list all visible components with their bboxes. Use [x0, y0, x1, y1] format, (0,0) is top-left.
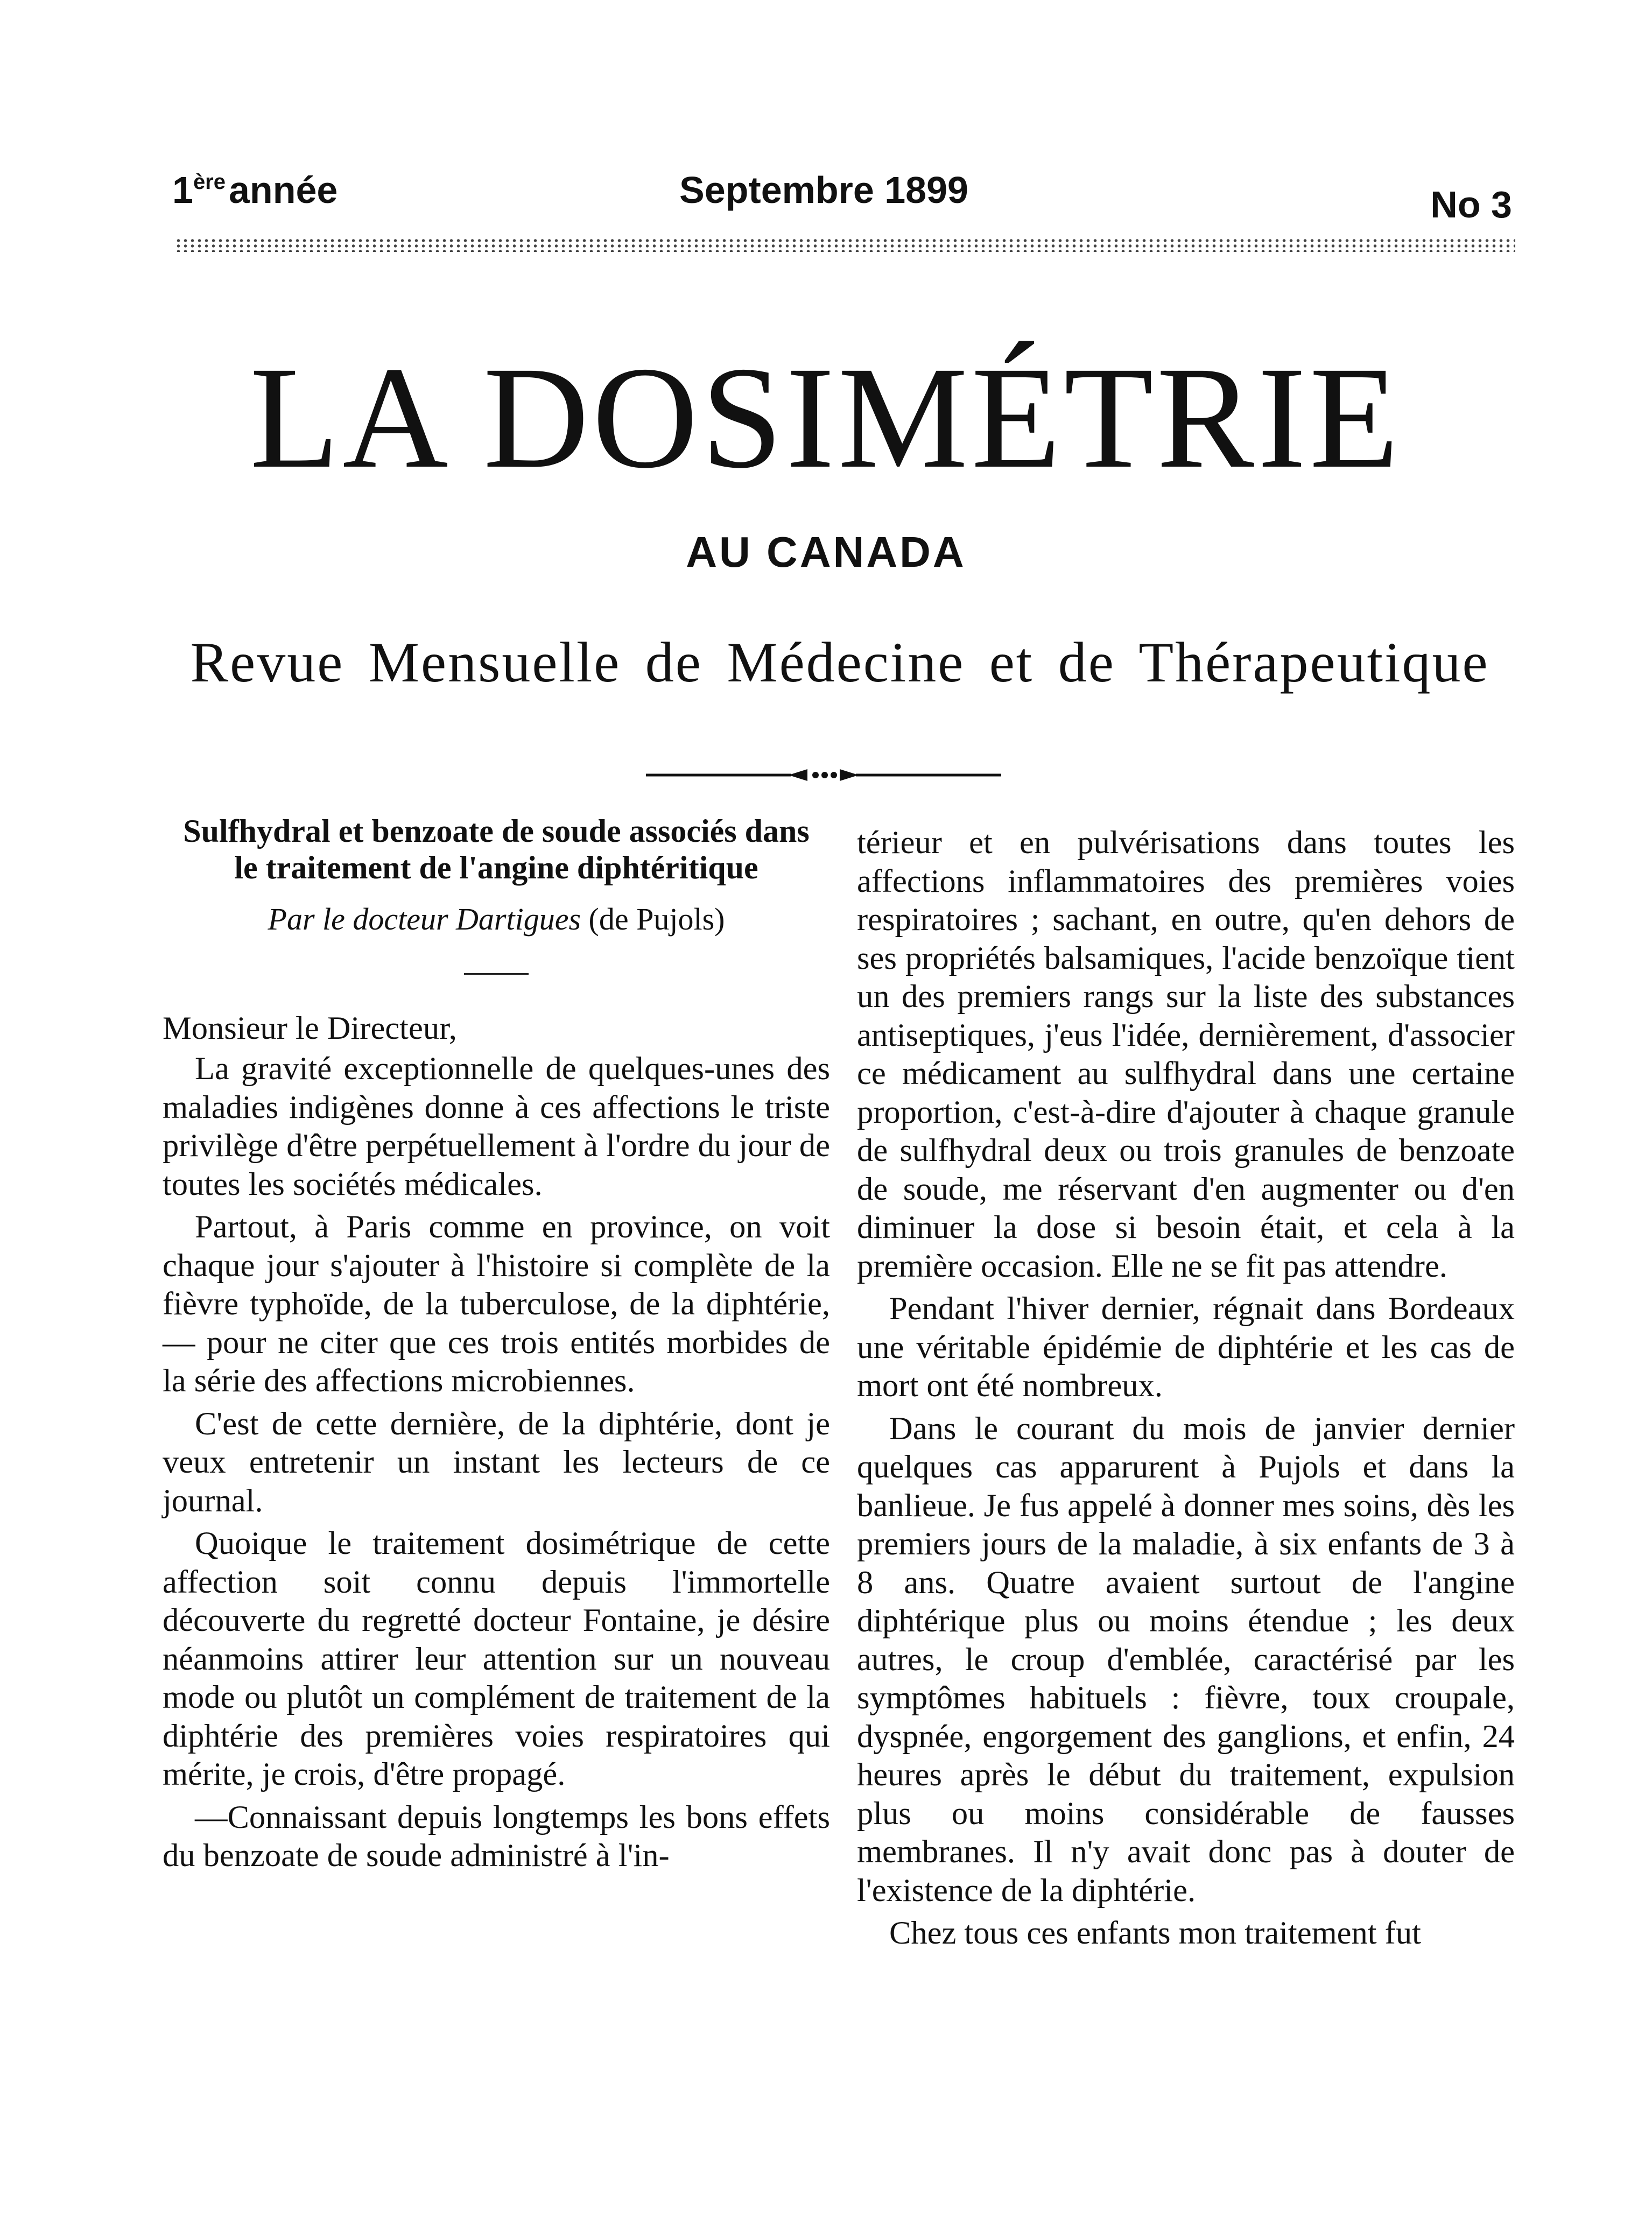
article-column-left	[163, 813, 830, 1875]
paragraph: Dans le courant du mois de janvier dernier quelques cas apparurent à Pujols et dans la banlieue. Je fus appelé à donner mes soins, dès les premiers jours de la maladie, à six enfants de 3 à 8 ans. Quatre avaient surtout de l'angine diphtérique plus ou moins étendue ; les deux autres, le croup d'emblée, caractérisé par les symptômes habituels : fièvre, toux croupale, dyspnée, engorgement des ganglions, et enfin, 24 heures après le début du traitement, expulsion plus ou moins considérable de fausses membranes. Il n'y avait donc pas à douter de l'existence de la diphtérie.	[857, 1410, 1515, 1909]
ornament-divider	[646, 762, 1001, 789]
article-title: Sulfhydral et benzoate de soude associés dans le traitement de l'angine diphtéritique	[183, 813, 810, 885]
masthead-tagline: Revue Mensuelle de Médecine et de Thérapeutique	[190, 631, 1489, 694]
paragraph: La gravité exceptionnelle de quelques-unes des maladies indigènes donne à ces affections le triste privilège d'être perpétuellement à l'ordre du jour de toutes les sociétés médicales.	[163, 1051, 830, 1202]
article-byline	[163, 900, 830, 939]
issue-number: No 3	[1430, 184, 1512, 226]
paragraph: C'est de cette dernière, de la diphtérie, dont je veux entretenir un instant les lecteurs de ce journal.	[163, 1405, 830, 1519]
masthead-subtitle: AU CANADA	[686, 528, 966, 576]
paragraph: Quoique le traitement dosimétrique de cette affection soit connu depuis l'immortelle découverte du regretté docteur Fontaine, je désire néanmoins attirer leur attention sur un nouveau mode ou plutôt un complément de traitement de la diphtérie des premières voies respiratoires qui mérite, je crois, d'être propagé.	[163, 1525, 830, 1792]
byline-place: (de Pujols)	[588, 902, 725, 937]
issue-date: Septembre 1899	[679, 169, 968, 211]
paragraph: Chez tous ces enfants mon traitement fut	[889, 1915, 1421, 1951]
salutation: Monsieur le Directeur,	[163, 1010, 457, 1046]
paragraph: Partout, à Paris comme en province, on voit chaque jour s'ajouter à l'histoire si complète de la fièvre typhoïde, de la tuberculose, de la diphtérie, — pour ne citer que ces trois entités morbides de la série des affections microbiennes.	[163, 1209, 830, 1399]
byline-author: Par le docteur Dartigues	[268, 902, 581, 937]
masthead-title: LA DOSIMÉTRIE	[250, 336, 1402, 498]
issue-year	[172, 171, 338, 209]
issue-year-number: 1	[172, 169, 193, 211]
byline-rule	[464, 973, 529, 975]
issue-year-word: année	[229, 169, 338, 211]
issue-year-superscript: ère	[193, 170, 226, 194]
paragraph: térieur et en pulvérisations dans toutes les affections inflammatoires des premières voies respiratoires ; sachant, en outre, qu'en dehors de ses propriétés balsamiques, l'acide benzoïque tient un des premiers rangs sur la liste des substances antiseptiques, j'eus l'idée, dernièrement, d'associer ce médicament au sulfhydral dans une certaine proportion, c'est-à-dire d'ajouter à chaque granule de sulfhydral deux ou trois granules de benzoate de soude, me réservant d'en augmenter ou d'en diminuer la dose si besoin était, et cela à la première occasion. Elle ne se fit pas attendre.	[857, 825, 1515, 1284]
article-column-right	[857, 824, 1515, 1953]
paragraph: Pendant l'hiver dernier, régnait dans Bordeaux une véritable épidémie de diphtérie et les cas de mort ont été nombreux.	[857, 1291, 1515, 1404]
header-dotted-rule	[175, 238, 1515, 252]
paragraph: —Connaissant depuis longtemps les bons effets du benzoate de soude administré à l'in-	[163, 1799, 830, 1874]
